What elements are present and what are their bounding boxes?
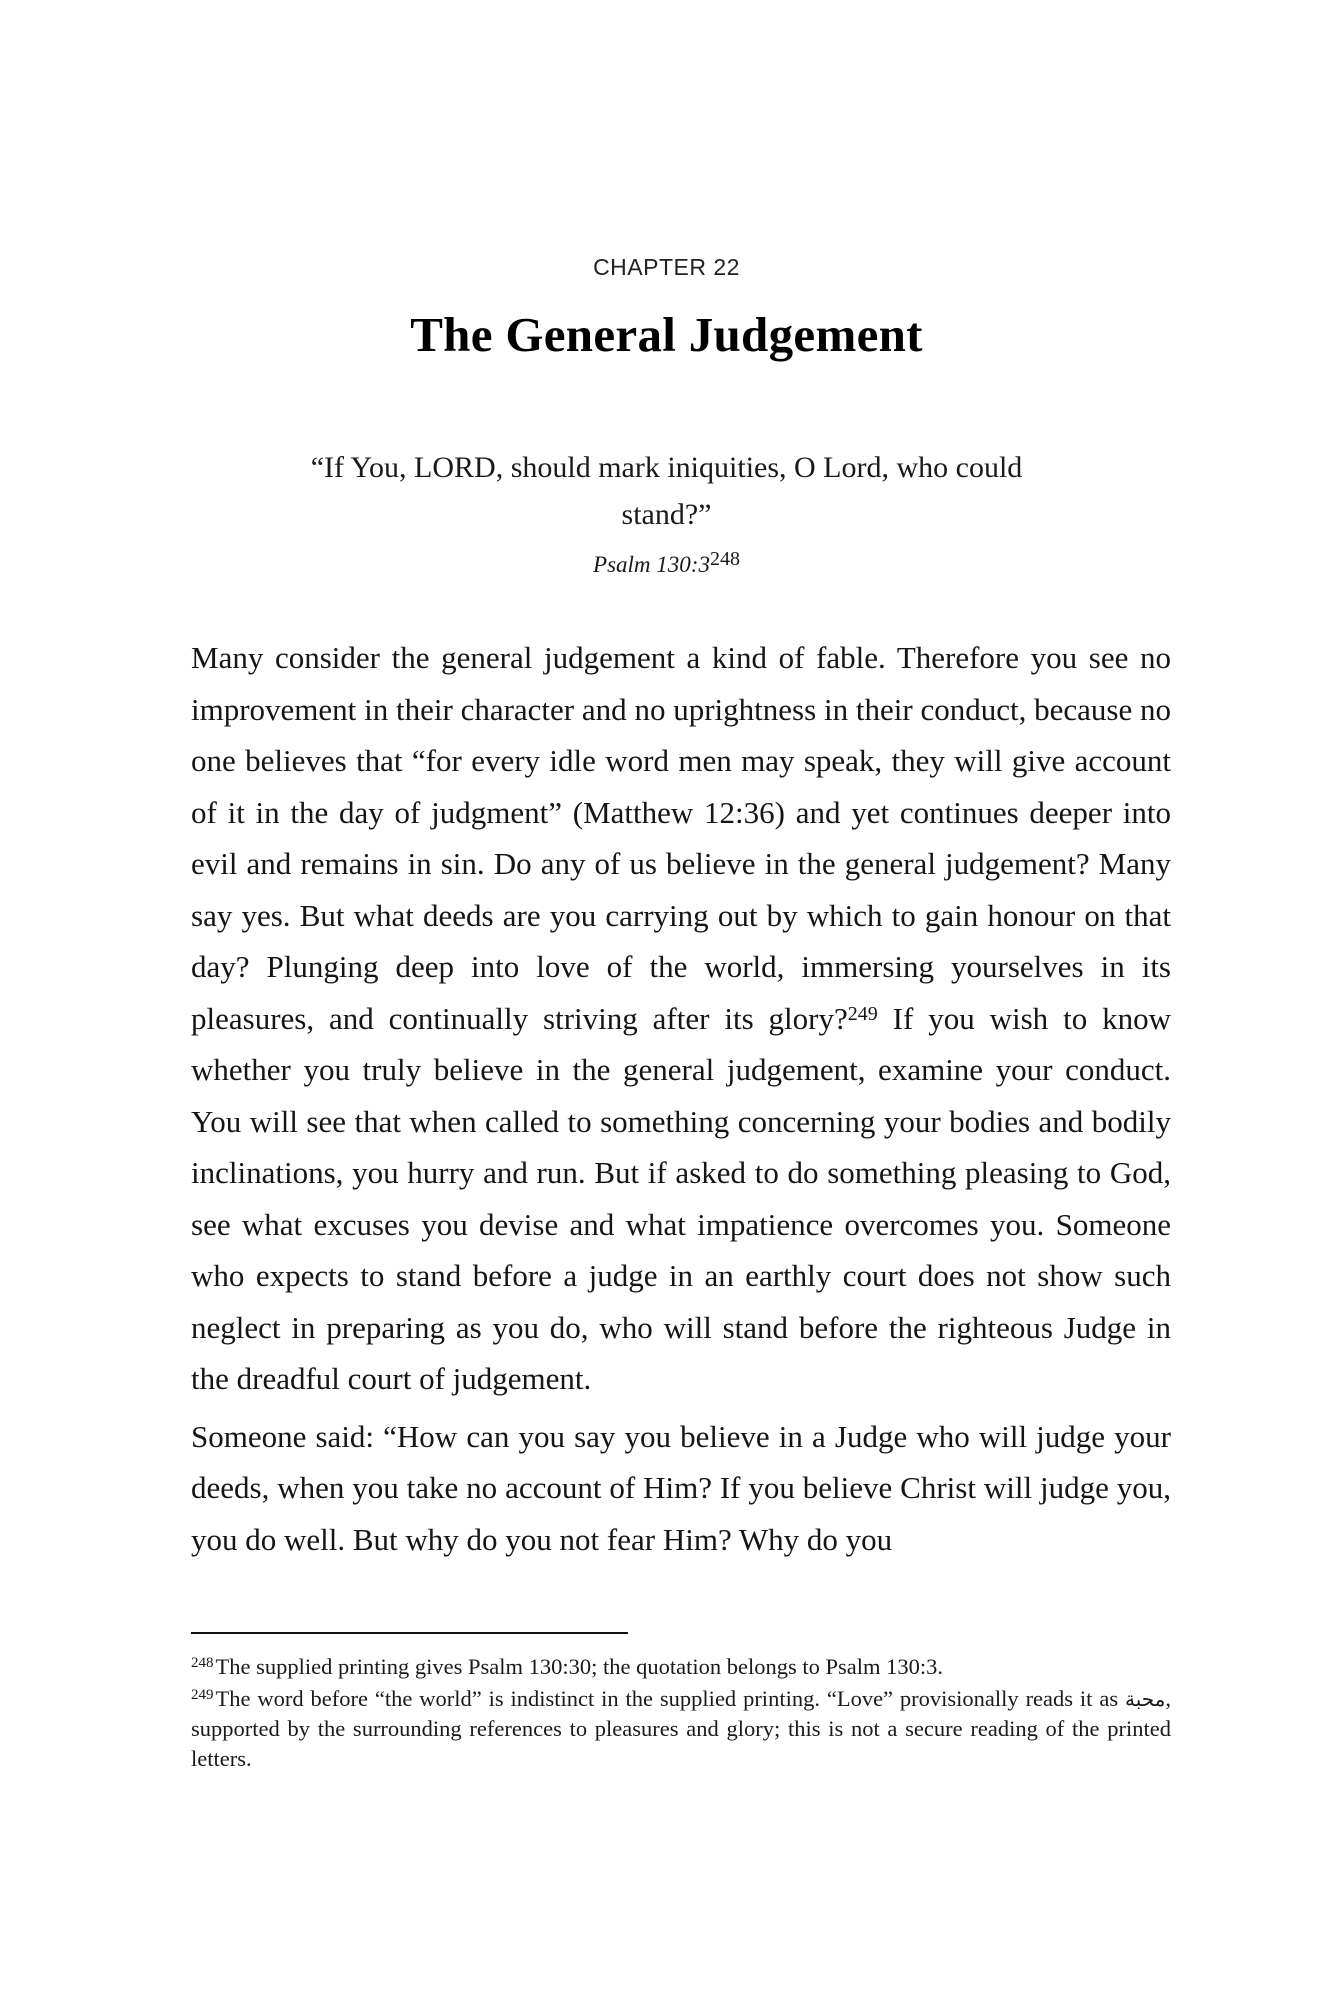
body-paragraph-2: Someone said: “How can you say you believe in a Judge who will judge your deeds, when you take no account of Him? If you believe Christ will judge you, you do well. But why do you not fear Him? Why do you [191,1418,1171,1557]
footnote-ref-249[interactable]: 249 [847,1002,878,1025]
footnotes [191,1652,1171,1776]
footnote-divider [191,1632,628,1634]
footnote-249 [191,1684,1171,1774]
footnote-arabic-word: محبة [1124,1687,1166,1711]
epigraph-quote: “If You, LORD, should mark iniquities, O Lord, who could stand?” [310,451,1023,531]
body-paragraph-1-part-b: If you wish to know whether you truly believe in the general judgement, examine your conduct. You will see that when called to something concerning your bodies and bodily inclinations, you hurry and run. But if asked to do something pleasing to God, see what excuses you devise and what impatience overcomes you. Someone who expects to stand before a judge in an earthly court does not show such neglect in preparing as you do, who will stand before the righteous Judge in the dreadful court of judgement. [191,1000,1171,1396]
body-text [191,632,1171,1571]
footnote-number: 248 [191,1655,214,1671]
footnote-ref-248[interactable]: 248 [709,548,740,570]
body-paragraph-1-part-a: Many consider the general judgement a kind of fable. Therefore you see no improvement in their character and no uprightness in their conduct, because no one believes that “for every idle word men may speak, they will give account of it in the day of judgment” (Matthew 12:36) and yet continues deeper into evil and remains in sin. Do any of us believe in the general judgement? Many say yes. But what deeds are you carrying out by which to gain honour on that day? Plunging deep into love of the world, immersing yourselves in its pleasures, and continually striving after its glory? [191,640,1171,1036]
footnote-text: The supplied printing gives Psalm 130:30; the quotation belongs to Psalm 130:3. [215,1654,943,1679]
footnote-text-part-b: , supported by the surrounding references to pleasures and glory; this is not a secure reading of the printed letters. [191,1686,1171,1771]
chapter-title: The General Judgement [410,307,923,362]
footnote-248 [191,1652,1171,1682]
epigraph-source [0,548,1333,578]
footnote-text-part-a: The word before “the world” is indistinct in the supplied printing. “Love” provisionally reads it as [215,1686,1125,1711]
chapter-label: CHAPTER 22 [593,254,740,280]
epigraph-source-text: Psalm 130:3 [593,552,710,577]
footnote-number: 249 [191,1687,214,1703]
body-paragraph-1 [191,632,1171,1405]
